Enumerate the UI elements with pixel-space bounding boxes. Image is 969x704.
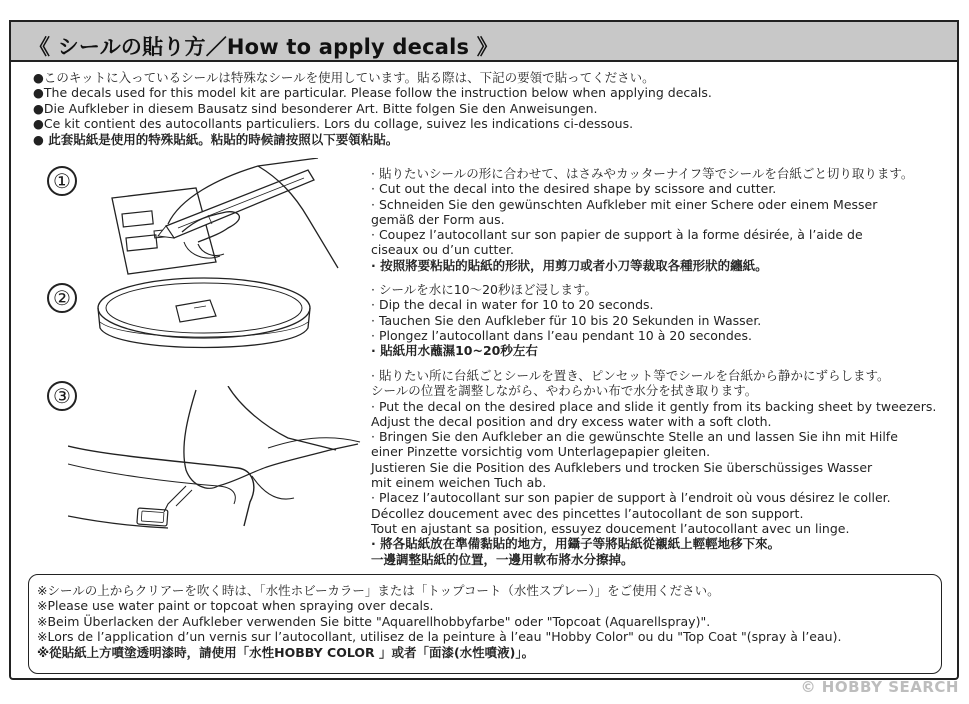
step-1-line-en: · Cut out the decal into the desired shape by scissore and cutter. (371, 181, 777, 197)
step-3-line-fr-2: Décollez doucement avec des pincettes l’autocollant de son support. (371, 505, 804, 521)
step-3-line-de-4: mit einem weichen Tuch ab. (371, 475, 547, 491)
step-3-line-de-2: einer Pinzette vorsichtig vom Unterlagepapier gleiten. (371, 444, 711, 460)
step-3-number: ③ (47, 381, 77, 411)
header-bar (9, 20, 959, 62)
step-2-line-de: · Tauchen Sie den Aufkleber für 10 bis 20 Sekunden in Wasser. (371, 312, 762, 328)
intro-line-en: ●The decals used for this model kit are particular. Please follow the instruction below when applying decals. (33, 85, 712, 101)
intro-line-fr: ●Ce kit contient des autocollants particuliers. Lors du collage, suivez les indications ci-dessous. (33, 116, 634, 132)
step-3-line-ja: · 貼りたい所に台紙ごとシールを置き、ピンセット等でシールを台紙から静かにずらします。 (371, 368, 890, 383)
note-line-zh: ※從貼紙上方噴塗透明漆時，請使用「水性HOBBY COLOR 」或者「面漆(水性噴液)」。 (37, 644, 535, 660)
step-2-line-ja: · シールを水に10～20秒ほど浸します。 (371, 282, 598, 297)
step-1-line-de: · Schneiden Sie den gewünschten Aufkleber mit einer Schere oder einem Messer (371, 196, 878, 212)
watermark-logo: © HOBBY SEARCH (800, 678, 959, 696)
note-line-de: ※Beim Überlacken der Aufkleber verwenden Sie bitte "Aquarellhobbyfarbe" oder "Topcoat (Aquarellspray)". (37, 613, 711, 629)
step-1-line-ja: · 貼りたいシールの形に合わせて、はさみやカッターナイフ等でシールを台紙ごと切り取ります。 (371, 166, 914, 181)
step-1-line-fr: · Coupez l’autocollant sur son papier de support à la forme désirée, à l’aide de (371, 227, 863, 243)
step-3-line-ja-2: シールの位置を調整しながら、やわらかい布で水分を拭き取ります。 (371, 383, 758, 399)
intro-line-zh: ● 此套貼紙是使用的特殊貼紙。粘貼的時候請按照以下要領粘貼。 (33, 131, 399, 147)
note-line-fr: ※Lors de l’application d’un vernis sur l’autocollant, utilisez de la peinture à l’eau "Hobby Color" ou du "Top Coat "(spray à l’eau). (37, 629, 842, 645)
intro-line-ja: ●このキットに入っているシールは特殊なシールを使用しています。貼る際は、下記の要領で貼ってください。 (33, 70, 655, 85)
step-3-line-de: · Bringen Sie den Aufkleber an die gewünschte Stelle an und lassen Sie ihn mit Hilfe (371, 429, 898, 445)
step-2-number: ② (47, 283, 77, 313)
page-title: 《 シールの貼り方／How to apply decals 》 (29, 35, 498, 59)
step-3-text (371, 368, 951, 567)
intro-section (33, 70, 933, 147)
step-2-line-zh: · 貼紙用水蘸濕10~20秒左右 (371, 343, 538, 359)
step-3-line-en: · Put the decal on the desired place and slide it gently from its backing sheet by tweezers. (371, 398, 937, 414)
step-2-text (371, 282, 951, 358)
intro-line-de: ●Die Aufkleber in diesem Bausatz sind besonderer Art. Bitte folgen Sie den Anweisungen. (33, 100, 598, 116)
step-3-line-zh: · 將各貼紙放在準備黏貼的地方，用鑷子等將貼紙從襯紙上輕輕地移下來。 (371, 536, 781, 552)
notes-box (28, 574, 942, 674)
step-1-text (371, 166, 951, 273)
water-dish-illustration (94, 272, 314, 364)
step-2-line-fr: · Plongez l’autocollant dans l’eau pendant 10 à 20 secondes. (371, 327, 752, 343)
step-1-line-de-2: gemäß der Form aus. (371, 211, 505, 227)
step-3-line-zh-2: 一邊調整貼紙的位置，一邊用軟布將水分擦掉。 (371, 551, 634, 567)
note-line-en: ※Please use water paint or topcoat when spraying over decals. (37, 598, 434, 614)
step-3-line-en-2: Adjust the decal position and dry excess water with a soft cloth. (371, 413, 772, 429)
cutting-illustration (108, 158, 348, 278)
step-3-line-fr: · Placez l’autocollant sur son papier de support à l’endroit où vous désirez le coller. (371, 490, 891, 506)
step-1-line-fr-2: ciseaux ou d’un cutter. (371, 242, 515, 258)
step-3-line-fr-3: Tout en ajustant sa position, essuyez doucement l’autocollant avec un linge. (371, 520, 850, 536)
step-2-line-en: · Dip the decal in water for 10 to 20 seconds. (371, 297, 654, 313)
step-1-line-zh: · 按照將要粘貼的貼紙的形狀，用剪刀或者小刀等裁取各種形狀的纏紙。 (371, 257, 768, 273)
tweezers-illustration (68, 386, 368, 536)
note-line-ja: ※シールの上からクリアーを吹く時は、「水性ホビーカラー」または「トップコート（水性スプレー）」をご使用ください。 (37, 583, 720, 598)
step-1-number: ① (47, 166, 77, 196)
step-3-line-de-3: Justieren Sie die Position des Aufklebers und trocken Sie überschüssiges Wasser (371, 459, 873, 475)
